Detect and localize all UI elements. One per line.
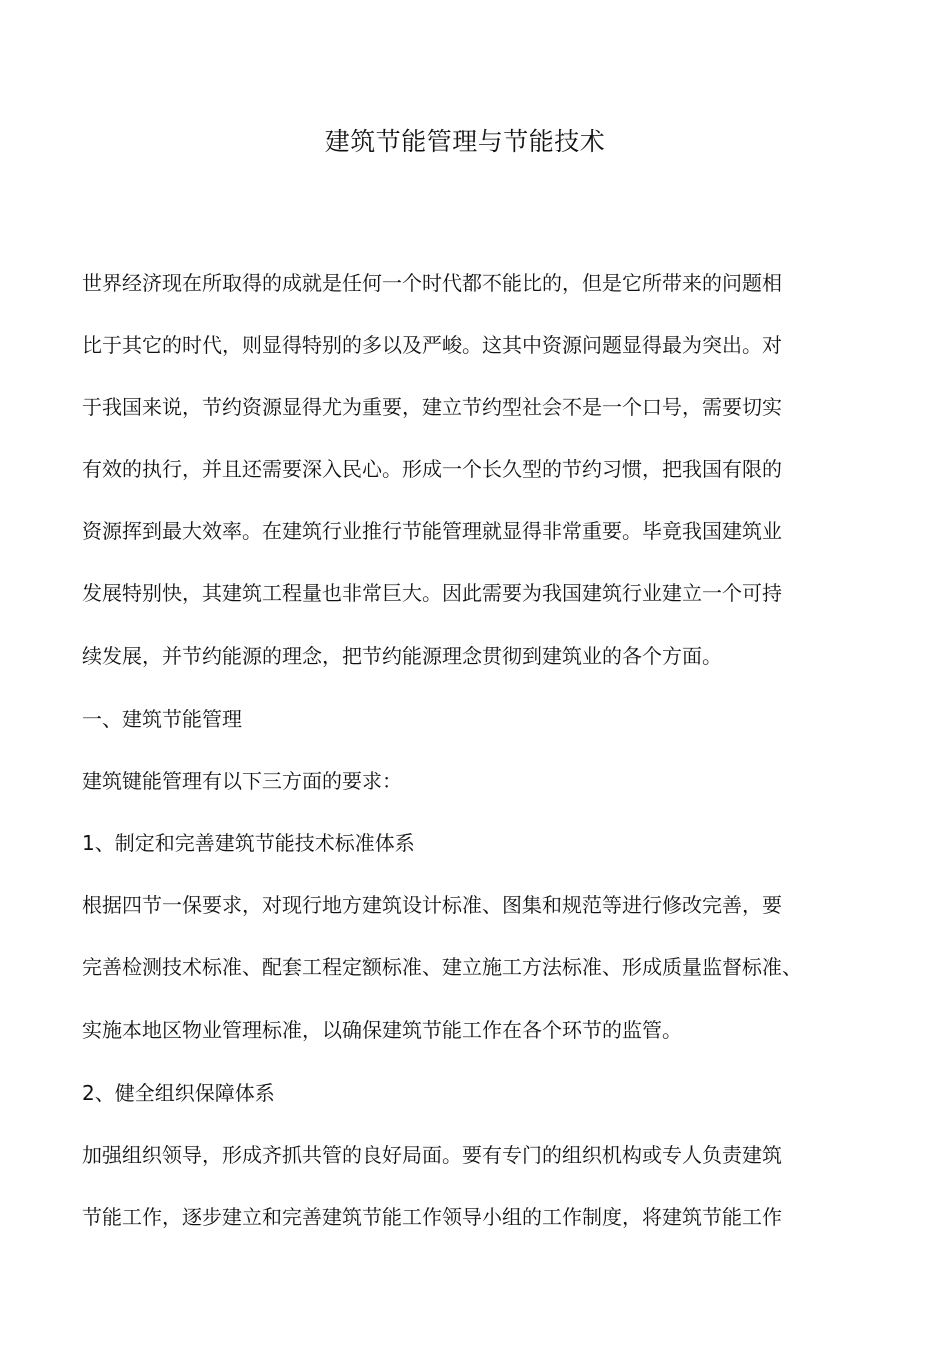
paragraph-line: 发展特别快，其建筑工程量也非常巨大。因此需要为我国建筑行业建立一个可持 bbox=[82, 581, 782, 605]
paragraph-line: 加强组织领导，形成齐抓共管的良好局面。要有专门的组织机构或专人负责建筑 bbox=[82, 1143, 782, 1167]
paragraph-line: 节能工作，逐步建立和完善建筑节能工作领导小组的工作制度，将建筑节能工作 bbox=[82, 1205, 782, 1229]
subsection-heading: 1、制定和完善建筑节能技术标准体系 bbox=[82, 831, 415, 855]
paragraph-line: 根据四节一保要求，对现行地方建筑设计标准、图集和规范等进行修改完善，要 bbox=[82, 893, 782, 917]
paragraph-line: 完善检测技术标准、配套工程定额标准、建立施工方法标准、形成质量监督标准、 bbox=[82, 955, 802, 979]
paragraph-line: 资源挥到最大效率。在建筑行业推行节能管理就显得非常重要。毕竟我国建筑业 bbox=[82, 519, 782, 543]
paragraph-line: 建筑键能管理有以下三方面的要求： bbox=[82, 769, 402, 793]
paragraph-line: 于我国来说，节约资源显得尤为重要，建立节约型社会不是一个口号，需要切实 bbox=[82, 395, 782, 419]
paragraph-line: 比于其它的时代，则显得特别的多以及严峻。这其中资源问题显得最为突出。对 bbox=[82, 333, 782, 357]
section-heading: 一、建筑节能管理 bbox=[82, 707, 242, 731]
paragraph-line: 世界经济现在所取得的成就是任何一个时代都不能比的，但是它所带来的问题相 bbox=[82, 271, 782, 295]
paragraph-line: 续发展，并节约能源的理念，把节约能源理念贯彻到建筑业的各个方面。 bbox=[82, 644, 722, 668]
paragraph-line: 实施本地区物业管理标准，以确保建筑节能工作在各个环节的监管。 bbox=[82, 1018, 682, 1042]
paragraph-line: 有效的执行，并且还需要深入民心。形成一个长久型的节约习惯，把我国有限的 bbox=[82, 457, 782, 481]
document-title: 建筑节能管理与节能技术 bbox=[324, 127, 606, 156]
subsection-heading: 2、健全组织保障体系 bbox=[82, 1081, 275, 1105]
